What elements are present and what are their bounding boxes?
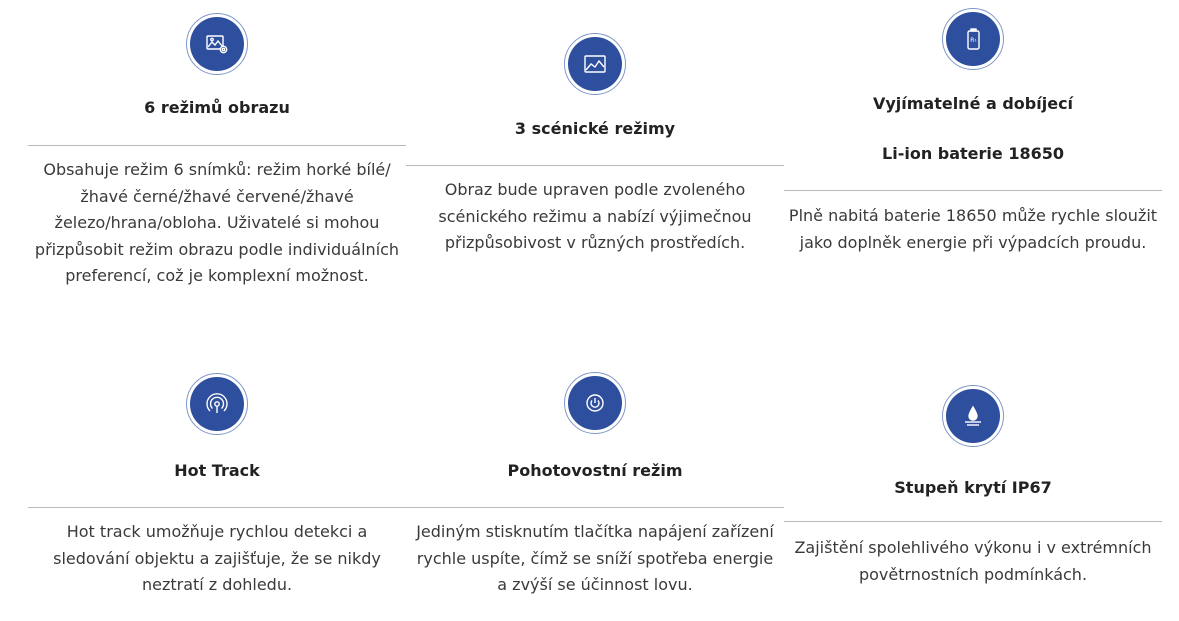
feature-description: Obsahuje režim 6 snímků: režim horké bílé/žhavé černé/žhavé červené/žhavé železo/hrana/obloha. Uživatelé si mohou přizpůsobit režim obrazu podle individuálních preferencí, což je komplexní možnost.	[34, 160, 400, 285]
divider	[784, 521, 1162, 522]
divider	[406, 165, 784, 166]
water-drop-icon	[942, 385, 1004, 447]
battery-icon	[942, 8, 1004, 70]
divider	[28, 145, 406, 146]
image-settings-icon	[186, 13, 248, 75]
feature-description: Obraz bude upraven podle zvoleného scénického režimu a nabízí výjimečnou přizpůsobivost v různých prostředích.	[438, 180, 752, 252]
svg-text:R›: R›	[970, 37, 977, 44]
feature-description: Jediným stisknutím tlačítka napájení zařízení rychle uspíte, čímž se sníží spotřeba energie a zvýší se účinnost lovu.	[416, 522, 774, 594]
feature-description: Plně nabitá baterie 18650 může rychle sloužit jako doplněk energie při výpadcích proudu.	[788, 206, 1158, 252]
feature-title: 6 režimů obrazu	[144, 98, 290, 117]
divider	[784, 190, 1162, 191]
signal-tracking-icon	[186, 373, 248, 435]
feature-title: Stupeň krytí IP67	[894, 478, 1052, 497]
divider	[28, 507, 406, 508]
feature-description: Hot track umožňuje rychlou detekci a sledování objektu a zajišťuje, že se nikdy neztratí z dohledu.	[53, 522, 381, 594]
feature-title: Hot Track	[174, 461, 260, 480]
power-standby-icon	[564, 372, 626, 434]
feature-title: Vyjímatelné a dobíjecí Li-ion baterie 18650	[872, 94, 1074, 163]
feature-title: 3 scénické režimy	[514, 119, 676, 138]
feature-title: Pohotovostní režim	[507, 461, 683, 480]
landscape-image-icon	[564, 33, 626, 95]
divider	[406, 507, 784, 508]
feature-description: Zajištění spolehlivého výkonu i v extrémních povětrnostních podmínkách.	[794, 538, 1152, 584]
